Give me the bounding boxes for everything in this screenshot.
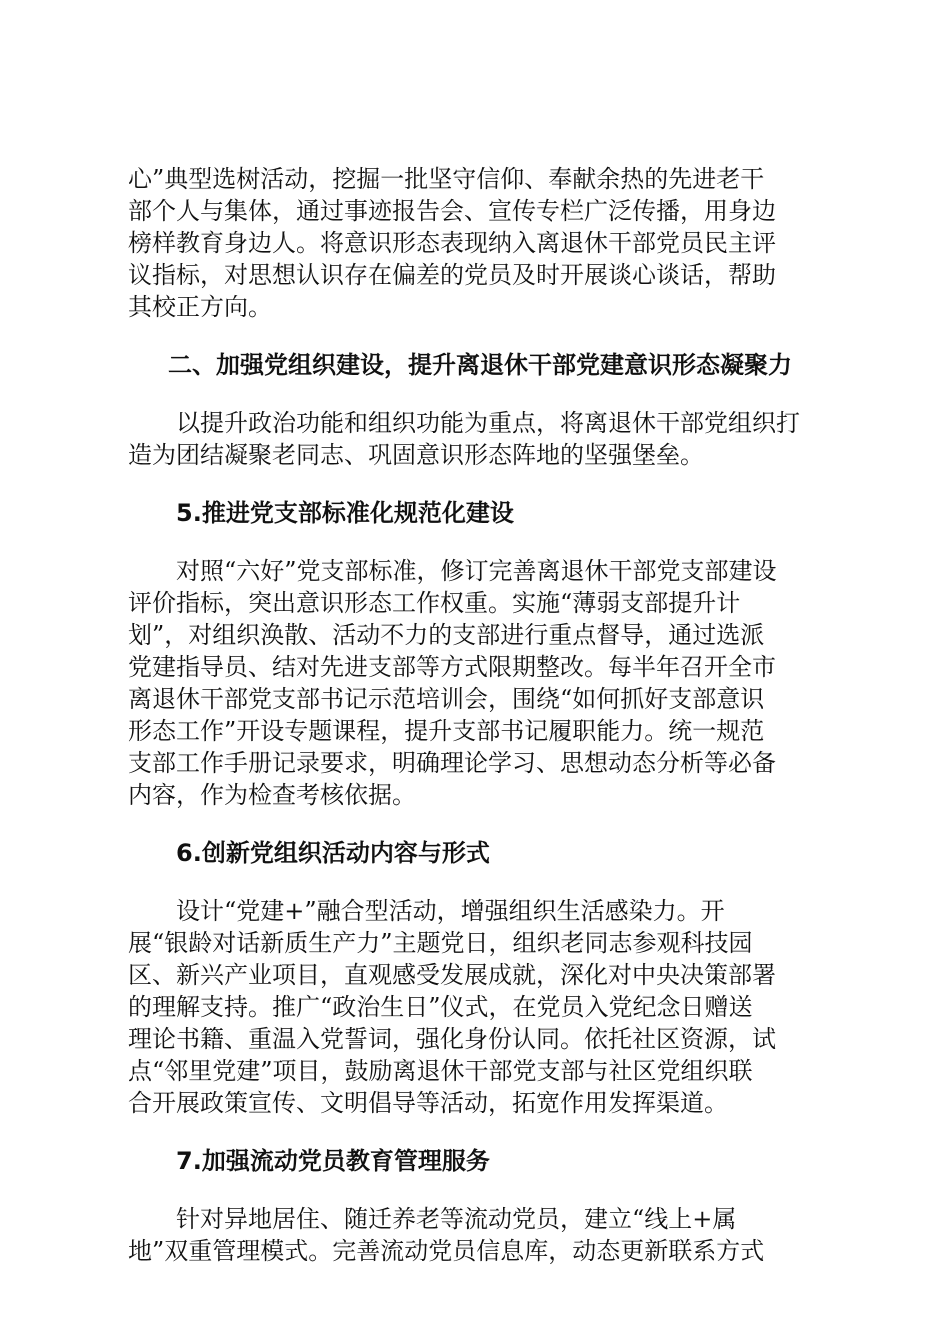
paragraph-body — [128, 1203, 828, 1267]
paragraph-continuation — [128, 163, 828, 323]
subsection-heading: 5.推进党支部标准化规范化建设 — [176, 499, 514, 527]
text-line: 划”，对组织涣散、活动不力的支部进行重点督导，通过选派 — [128, 621, 765, 649]
text-line: 内容，作为检查考核依据。 — [128, 781, 416, 809]
text-line: 支部工作手册记录要求，明确理论学习、思想动态分析等必备 — [128, 749, 776, 777]
text-line: 展“银龄对话新质生产力”主题党日，组织老同志参观科技园 — [128, 929, 753, 957]
subsection-heading: 6.创新党组织活动内容与形式 — [176, 839, 490, 867]
text-line: 评价指标，突出意识形态工作权重。实施“薄弱支部提升计 — [128, 589, 741, 617]
paragraph-body — [128, 895, 828, 1119]
text-line: 议指标，对思想认识存在偏差的党员及时开展谈心谈话，帮助 — [128, 261, 776, 289]
section-heading: 二、加强党组织建设，提升离退休干部党建意识形态凝聚力 — [168, 351, 792, 379]
text-line: 形态工作”开设专题课程，提升支部书记履职能力。统一规范 — [128, 717, 765, 745]
text-line: 对照“六好”党支部标准，修订完善离退休干部党支部建设 — [176, 557, 777, 585]
paragraph-intro — [128, 407, 828, 471]
subsection-heading: 7.加强流动党员教育管理服务 — [176, 1147, 490, 1175]
text-line: 理论书籍、重温入党誓词，强化身份认同。依托社区资源，试 — [128, 1025, 776, 1053]
text-line: 针对异地居住、随迁养老等流动党员，建立“线上+属 — [176, 1205, 737, 1233]
text-line: 榜样教育身边人。将意识形态表现纳入离退休干部党员民主评 — [128, 229, 776, 257]
text-line: 心”典型选树活动，挖掘一批坚守信仰、奉献余热的先进老干 — [128, 165, 765, 193]
text-line: 造为团结凝聚老同志、巩固意识形态阵地的坚强堡垒。 — [128, 441, 704, 469]
text-line: 区、新兴产业项目，直观感受发展成就，深化对中央决策部署 — [128, 961, 776, 989]
document-body — [128, 163, 828, 1293]
text-line: 以提升政治功能和组织功能为重点，将离退休干部党组织打 — [176, 409, 800, 437]
text-line: 地”双重管理模式。完善流动党员信息库，动态更新联系方式 — [128, 1237, 765, 1265]
text-line: 合开展政策宣传、文明倡导等活动，拓宽作用发挥渠道。 — [128, 1089, 728, 1117]
text-line: 的理解支持。推广“政治生日”仪式，在党员入党纪念日赠送 — [128, 993, 753, 1021]
text-line: 部个人与集体，通过事迹报告会、宣传专栏广泛传播，用身边 — [128, 197, 776, 225]
text-line: 点“邻里党建”项目，鼓励离退休干部党支部与社区党组织联 — [128, 1057, 753, 1085]
text-line: 党建指导员、结对先进支部等方式限期整改。每半年召开全市 — [128, 653, 776, 681]
paragraph-body — [128, 555, 828, 811]
text-line: 离退休干部党支部书记示范培训会，围绕“如何抓好支部意识 — [128, 685, 765, 713]
text-line: 其校正方向。 — [128, 293, 272, 321]
text-line: 设计“党建+”融合型活动，增强组织生活感染力。开 — [176, 897, 725, 925]
